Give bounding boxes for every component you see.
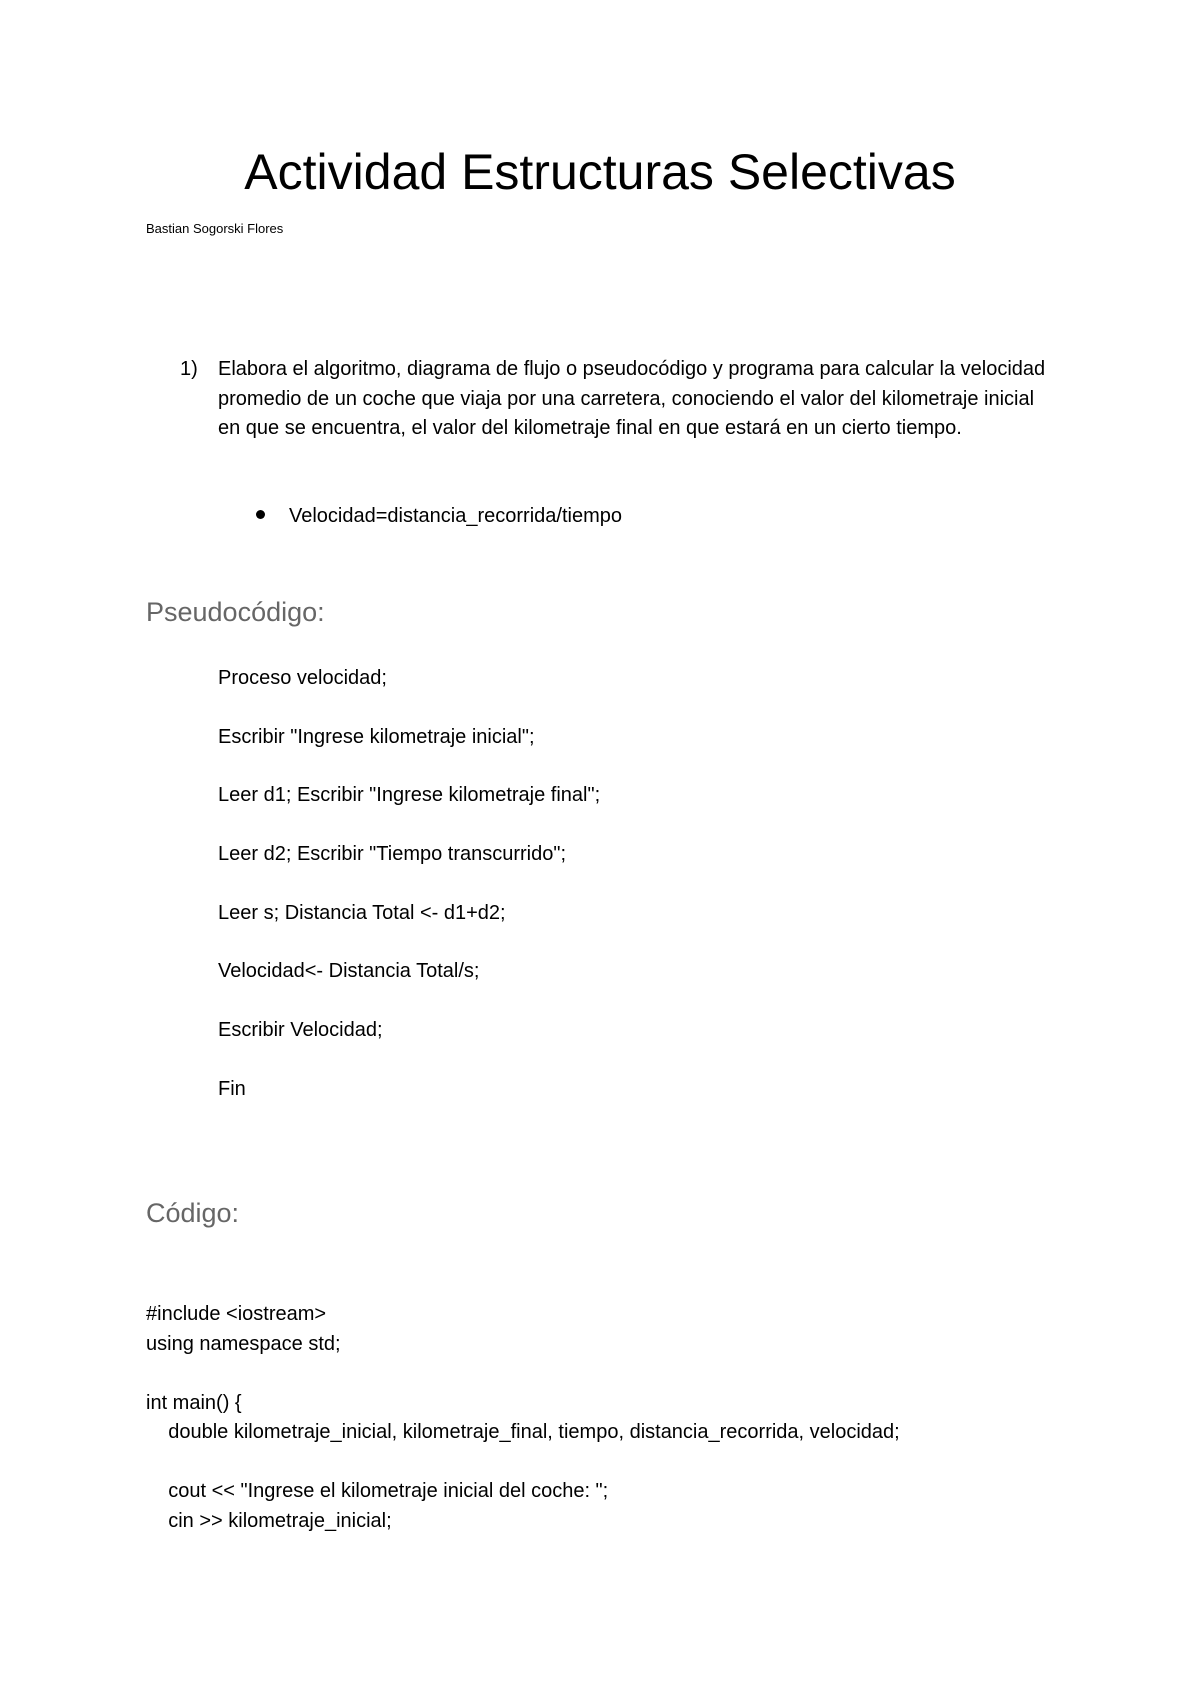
code-block <box>146 1300 900 1536</box>
bullet-dot-icon <box>256 510 265 519</box>
code-line <box>146 1359 900 1389</box>
code-heading: Código: <box>146 1198 240 1228</box>
formula-text: Velocidad=distancia_recorrida/tiempo <box>289 505 622 527</box>
code-line: cout << "Ingrese el kilometraje inicial del coche: "; <box>146 1480 609 1502</box>
pseudocode-line: Proceso velocidad; <box>218 667 387 689</box>
code-line: int main() { <box>146 1391 242 1414</box>
code-line: #include <iostream> <box>146 1303 327 1325</box>
pseudocode-line: Escribir Velocidad; <box>218 1019 383 1042</box>
pseudocode-line: Velocidad<- Distancia Total/s; <box>218 960 480 983</box>
question-1 <box>180 355 1060 444</box>
pseudocode-line: Leer d1; Escribir "Ingrese kilometraje final"; <box>218 784 601 807</box>
pseudocode-heading: Pseudocódigo: <box>146 597 325 627</box>
pseudocode-line: Fin <box>218 1077 246 1100</box>
code-line: double kilometraje_inicial, kilometraje_final, tiempo, distancia_recorrida, velocidad; <box>146 1421 900 1443</box>
pseudocode-block <box>218 664 600 1134</box>
question-text: Elabora el algoritmo, diagrama de flujo o pseudocódigo y programa para calcular la velocidad promedio de un coche que viaja por una carretera, conociendo el valor del kilometraje inicial en que se encuentra, el valor del kilometraje final en que estará en un cierto tiempo. <box>218 358 1046 439</box>
question-number: 1) <box>180 358 198 380</box>
code-line: cin >> kilometraje_inicial; <box>146 1509 392 1532</box>
document-title: Actividad Estructuras Selectivas <box>244 144 956 200</box>
formula-bullet <box>256 502 622 531</box>
author-name: Bastian Sogorski Flores <box>146 221 284 236</box>
code-line: using namespace std; <box>146 1332 341 1355</box>
pseudocode-line: Escribir "Ingrese kilometraje inicial"; <box>218 725 535 748</box>
pseudocode-line: Leer s; Distancia Total <- d1+d2; <box>218 901 506 924</box>
code-line <box>146 1448 900 1478</box>
pseudocode-line: Leer d2; Escribir "Tiempo transcurrido"; <box>218 843 567 866</box>
